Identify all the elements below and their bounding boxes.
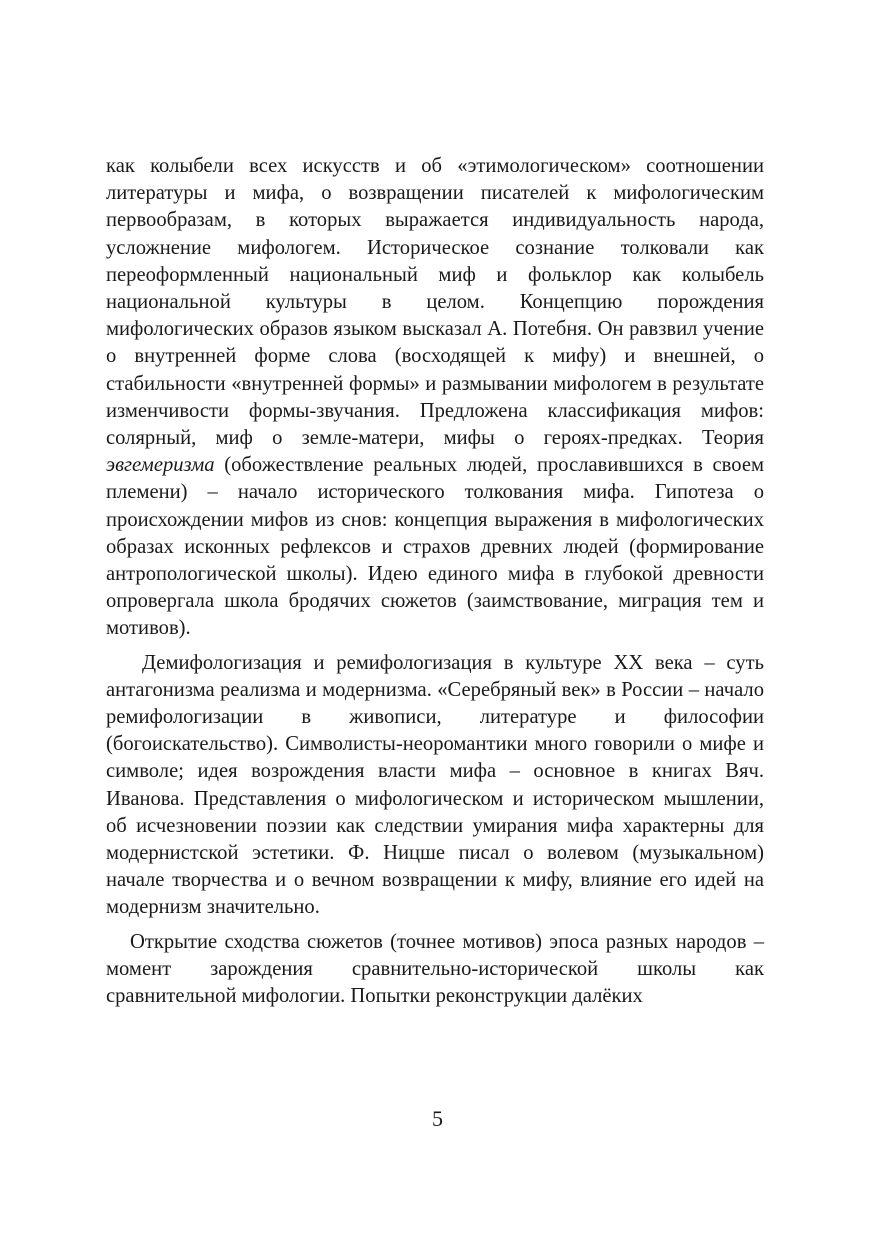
- paragraph-2: Демифологизация и ремифологизация в культуре XX века – суть антагонизма реализма и модернизма. «Серебряный век» в России – начало ремифологизации в живописи, литературе и философии (богоискательство). Символисты-неоромантики много говорили о мифе и символе; идея возрождения власти мифа – основное в книгах Вяч. Иванова. Представления о мифологическом и историческом мышлении, об исчезновении поэзии как следствии умирания мифа характерны для модернистской эстетики. Ф. Ницше писал о волевом (музыкальном) начале творчества и о вечном возвращении к мифу, влияние его идей на модернизм значительно.: [106, 651, 764, 919]
- page-number: 5: [432, 1106, 443, 1131]
- italic-term: эвгемеризма: [106, 454, 215, 477]
- paragraph-3: Открытие сходства сюжетов (точнее мотивов) эпоса разных народов – момент зарождения сравнительно-исторической школы как сравнительной мифологии. Попытки реконструкции далёких: [106, 930, 764, 1008]
- paragraph-1: [106, 153, 764, 643]
- paragraph-1-text-end: (обожествление реальных людей, прославившихся в своем племени) – начало исторического толкования мифа. Гипотеза о происхождении мифов из снов: концепция выражения в мифологических образах исконных рефлексов и страхов древних людей (формирование антропологической школы). Идею единого мифа в глубокой древности опровергала школа бродячих сюжетов (заимствование, миграция тем и мотивов).: [106, 454, 764, 640]
- paragraph-1-text-start: как колыбели всех искусств и об «этимологическом» соотношении литературы и мифа, о возвращении писателей к мифологическим первообразам, в которых выражается индивидуальность народа, усложнение мифологем. Историческое сознание толковали как переоформленный национальный миф и фольклор как колыбель национальной культуры в целом. Концепцию порождения мифологических образов языком высказал А. Потебня. Он равзвил учение о внутренней форме слова (восходящей к мифу) и внешней, о стабильности «внутренней формы» и размывании мифологем в результате изменчивости формы-звучания. Предложена классификация мифов: солярный, миф о земле-матери, мифы о героях-предках. Теория: [106, 155, 764, 450]
- body-text: [106, 153, 764, 1010]
